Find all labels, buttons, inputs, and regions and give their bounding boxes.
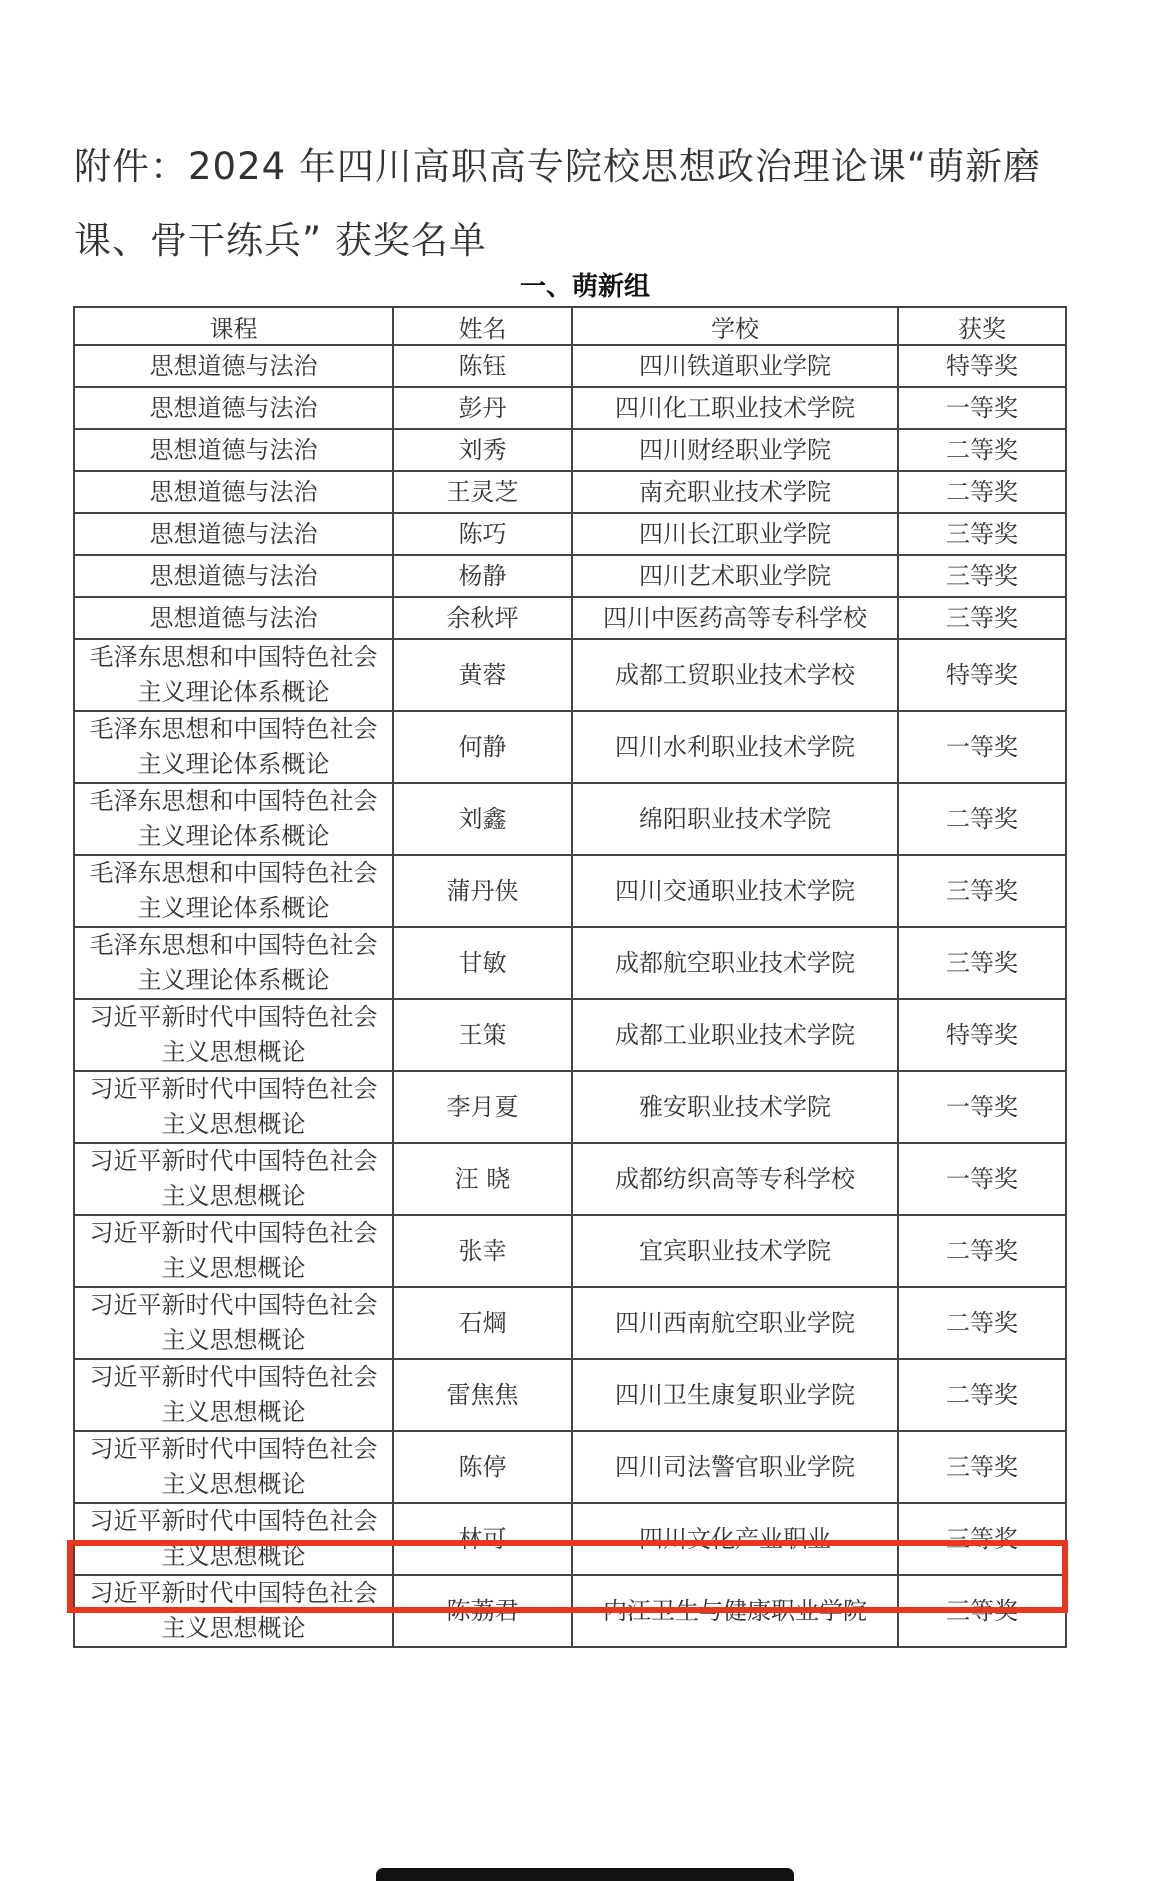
cell-course: 思想道德与法治 [74,555,393,597]
cell-award: 三等奖 [898,1575,1066,1647]
cell-school: 四川司法警官职业学院 [572,1431,898,1503]
cell-course: 习近平新时代中国特色社会主义思想概论 [74,999,393,1071]
cell-award: 一等奖 [898,1143,1066,1215]
cell-name: 杨静 [393,555,572,597]
cell-name: 陈停 [393,1431,572,1503]
cell-course: 习近平新时代中国特色社会主义思想概论 [74,1215,393,1287]
table-row [74,1215,1066,1287]
header-school: 学校 [572,307,898,345]
table-row [74,783,1066,855]
cell-name: 汪 晓 [393,1143,572,1215]
award-table [73,306,1067,1648]
cell-award: 一等奖 [898,711,1066,783]
cell-name: 陈荔君 [393,1575,572,1647]
cell-name: 黄蓉 [393,639,572,711]
cell-school: 绵阳职业技术学院 [572,783,898,855]
cell-school: 四川水利职业技术学院 [572,711,898,783]
cell-course: 习近平新时代中国特色社会主义思想概论 [74,1359,393,1431]
cell-award: 二等奖 [898,1287,1066,1359]
table-row [74,639,1066,711]
cell-school: 成都航空职业技术学院 [572,927,898,999]
cell-school: 四川交通职业技术学院 [572,855,898,927]
cell-course: 思想道德与法治 [74,387,393,429]
cell-school: 四川艺术职业学院 [572,555,898,597]
cell-name: 陈钰 [393,345,572,387]
cell-school: 内江卫生与健康职业学院 [572,1575,898,1647]
cell-award: 特等奖 [898,345,1066,387]
cell-course: 习近平新时代中国特色社会主义思想概论 [74,1287,393,1359]
table-header-row [74,307,1066,345]
cell-course: 思想道德与法治 [74,345,393,387]
cell-award: 二等奖 [898,471,1066,513]
cell-course: 习近平新时代中国特色社会主义思想概论 [74,1503,393,1575]
table-row [74,1071,1066,1143]
cell-course: 毛泽东思想和中国特色社会主义理论体系概论 [74,927,393,999]
cell-school: 南充职业技术学院 [572,471,898,513]
cell-name: 李月夏 [393,1071,572,1143]
table-row [74,429,1066,471]
table-row [74,387,1066,429]
cell-name: 刘秀 [393,429,572,471]
cell-award: 特等奖 [898,999,1066,1071]
table-row [74,597,1066,639]
cell-school: 四川中医药高等专科学校 [572,597,898,639]
cell-school: 雅安职业技术学院 [572,1071,898,1143]
cell-course: 思想道德与法治 [74,597,393,639]
cell-award: 一等奖 [898,1071,1066,1143]
cell-award: 特等奖 [898,639,1066,711]
table-row [74,855,1066,927]
table-row [74,1359,1066,1431]
cell-name: 张幸 [393,1215,572,1287]
cell-course: 习近平新时代中国特色社会主义思想概论 [74,1071,393,1143]
cell-course: 毛泽东思想和中国特色社会主义理论体系概论 [74,639,393,711]
cell-name: 雷焦焦 [393,1359,572,1431]
table-row [74,1431,1066,1503]
cell-school: 成都纺织高等专科学校 [572,1143,898,1215]
table-row [74,711,1066,783]
header-name: 姓名 [393,307,572,345]
table-row-highlighted [74,1503,1066,1575]
cell-name: 王灵芝 [393,471,572,513]
cell-award: 二等奖 [898,1215,1066,1287]
cell-school: 宜宾职业技术学院 [572,1215,898,1287]
cell-school: 四川西南航空职业学院 [572,1287,898,1359]
cell-name: 王策 [393,999,572,1071]
cell-award: 二等奖 [898,1359,1066,1431]
cell-award: 二等奖 [898,429,1066,471]
table-row [74,1575,1066,1647]
header-course: 课程 [74,307,393,345]
cell-school: 四川铁道职业学院 [572,345,898,387]
cell-course: 习近平新时代中国特色社会主义思想概论 [74,1143,393,1215]
cell-name: 彭丹 [393,387,572,429]
section-title: 一、萌新组 [519,272,650,302]
cell-award: 二等奖 [898,783,1066,855]
cell-school: 四川化工职业技术学院 [572,387,898,429]
cell-school: 成都工贸职业技术学校 [572,639,898,711]
cell-course: 思想道德与法治 [74,429,393,471]
document-title: 附件：2024 年四川高职高专院校思想政治理论课“萌新磨课、骨干练兵” 获奖名单 [74,145,1042,262]
cell-award: 三等奖 [898,513,1066,555]
home-indicator[interactable] [376,1868,794,1881]
cell-course: 思想道德与法治 [74,471,393,513]
cell-course: 毛泽东思想和中国特色社会主义理论体系概论 [74,711,393,783]
cell-school: 成都工业职业技术学院 [572,999,898,1071]
table-row [74,555,1066,597]
cell-name: 陈巧 [393,513,572,555]
cell-award: 三等奖 [898,855,1066,927]
cell-course: 思想道德与法治 [74,513,393,555]
table-row [74,1287,1066,1359]
cell-award: 三等奖 [898,927,1066,999]
cell-course: 习近平新时代中国特色社会主义思想概论 [74,1575,393,1647]
cell-name: 林可 [393,1503,572,1575]
header-award: 获奖 [898,307,1066,345]
table-row [74,513,1066,555]
cell-name: 何静 [393,711,572,783]
cell-course: 毛泽东思想和中国特色社会主义理论体系概论 [74,783,393,855]
cell-award: 一等奖 [898,387,1066,429]
table-row [74,345,1066,387]
cell-name: 石焵 [393,1287,572,1359]
cell-name: 甘敏 [393,927,572,999]
cell-award: 三等奖 [898,555,1066,597]
cell-award: 三等奖 [898,597,1066,639]
table-row [74,999,1066,1071]
cell-award: 三等奖 [898,1431,1066,1503]
cell-name: 余秋坪 [393,597,572,639]
cell-award: 三等奖 [898,1503,1066,1575]
cell-name: 刘鑫 [393,783,572,855]
cell-school: 四川长江职业学院 [572,513,898,555]
cell-school: 四川财经职业学院 [572,429,898,471]
cell-school: 四川文化产业职业 [572,1503,898,1575]
table-row [74,1143,1066,1215]
table-row [74,471,1066,513]
cell-course: 习近平新时代中国特色社会主义思想概论 [74,1431,393,1503]
table-row [74,927,1066,999]
cell-school: 四川卫生康复职业学院 [572,1359,898,1431]
cell-course: 毛泽东思想和中国特色社会主义理论体系概论 [74,855,393,927]
cell-name: 蒲丹侠 [393,855,572,927]
